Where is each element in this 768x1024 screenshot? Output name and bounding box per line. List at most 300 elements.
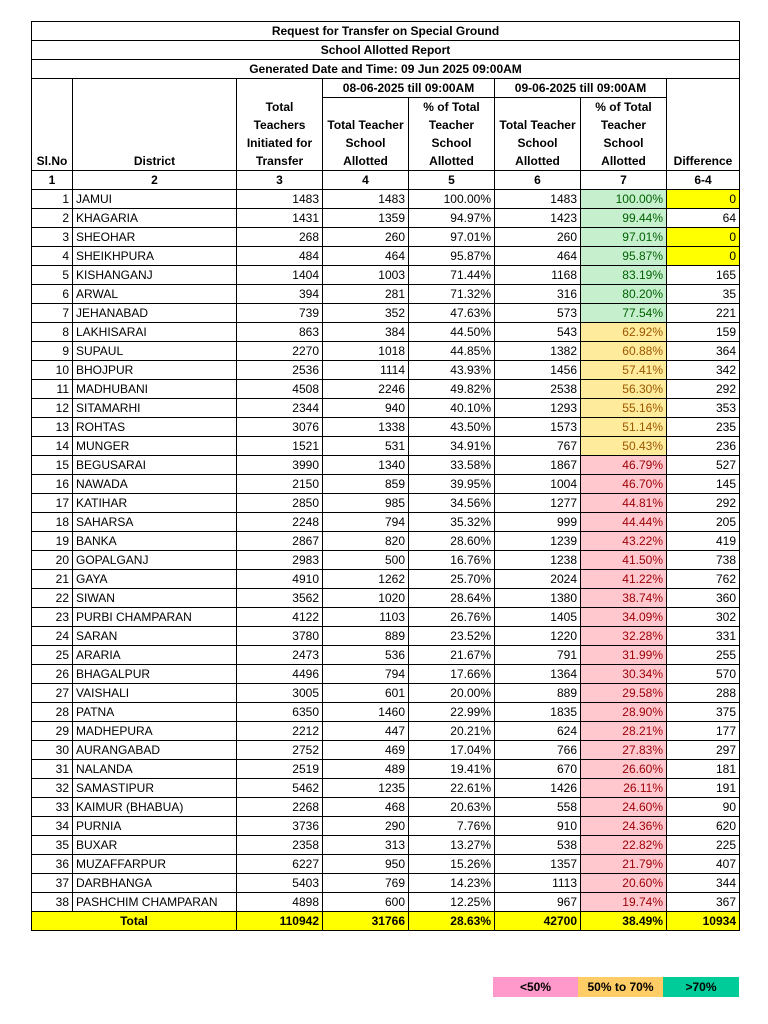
table-row (32, 304, 740, 323)
pct-1-cell: 17.66% (409, 665, 495, 684)
total-initiated-cell: 5462 (237, 779, 323, 798)
pct-1-cell: 39.95% (409, 475, 495, 494)
difference-cell: 620 (667, 817, 740, 836)
district-cell: GAYA (73, 570, 237, 589)
difference-cell: 367 (667, 893, 740, 912)
allotted-2-cell: 766 (495, 741, 581, 760)
pct-1-cell: 28.60% (409, 532, 495, 551)
allotted-2-cell: 558 (495, 798, 581, 817)
district-cell: PATNA (73, 703, 237, 722)
allotted-1-cell: 281 (323, 285, 409, 304)
pct-2-total: 38.49% (581, 912, 667, 931)
allotted-1-cell: 1020 (323, 589, 409, 608)
allotted-2-cell: 1456 (495, 361, 581, 380)
allotted-1-cell: 1340 (323, 456, 409, 475)
slno-cell: 18 (32, 513, 73, 532)
district-cell: SAMASTIPUR (73, 779, 237, 798)
district-cell: PURBI CHAMPARAN (73, 608, 237, 627)
total-initiated-cell: 2983 (237, 551, 323, 570)
slno-cell: 14 (32, 437, 73, 456)
district-cell: SARAN (73, 627, 237, 646)
allotted-1-cell: 1262 (323, 570, 409, 589)
difference-cell: 292 (667, 380, 740, 399)
pct-1-cell: 33.58% (409, 456, 495, 475)
table-row (32, 608, 740, 627)
total-initiated-cell: 2850 (237, 494, 323, 513)
total-initiated-cell: 4910 (237, 570, 323, 589)
pct-1-cell: 28.64% (409, 589, 495, 608)
district-cell: LAKHISARAI (73, 323, 237, 342)
difference-cell: 35 (667, 285, 740, 304)
difference-cell: 342 (667, 361, 740, 380)
pct-1-cell: 40.10% (409, 399, 495, 418)
district-cell: SHEIKHPURA (73, 247, 237, 266)
slno-cell: 28 (32, 703, 73, 722)
total-initiated-cell: 2473 (237, 646, 323, 665)
pct-1-cell: 47.63% (409, 304, 495, 323)
allotted-2-sum: 42700 (495, 912, 581, 931)
slno-cell: 22 (32, 589, 73, 608)
pct-2-cell: 26.60% (581, 760, 667, 779)
table-row (32, 418, 740, 437)
allotted-1-cell: 1460 (323, 703, 409, 722)
allotted-2-cell: 573 (495, 304, 581, 323)
allotted-2-cell: 1483 (495, 190, 581, 209)
district-cell: AURANGABAD (73, 741, 237, 760)
district-cell: SIWAN (73, 589, 237, 608)
district-cell: KHAGARIA (73, 209, 237, 228)
col-number: 5 (409, 171, 495, 190)
pct-2-cell: 50.43% (581, 437, 667, 456)
allotted-2-cell: 543 (495, 323, 581, 342)
difference-cell: 235 (667, 418, 740, 437)
header-spacer (237, 79, 323, 98)
difference-cell: 297 (667, 741, 740, 760)
header-pct-2: % of Total Teacher School Allotted (581, 98, 667, 171)
allotted-2-cell: 967 (495, 893, 581, 912)
district-cell: BHOJPUR (73, 361, 237, 380)
pct-1-cell: 94.97% (409, 209, 495, 228)
pct-2-cell: 62.92% (581, 323, 667, 342)
difference-cell: 255 (667, 646, 740, 665)
difference-cell: 288 (667, 684, 740, 703)
slno-cell: 17 (32, 494, 73, 513)
district-cell: JAMUI (73, 190, 237, 209)
difference-cell: 191 (667, 779, 740, 798)
difference-cell: 145 (667, 475, 740, 494)
total-initiated-cell: 268 (237, 228, 323, 247)
pct-1-cell: 97.01% (409, 228, 495, 247)
slno-cell: 32 (32, 779, 73, 798)
pct-2-cell: 24.36% (581, 817, 667, 836)
pct-2-cell: 95.87% (581, 247, 667, 266)
allotted-2-cell: 1220 (495, 627, 581, 646)
legend-above-70: >70% (663, 977, 739, 997)
allotted-2-cell: 1239 (495, 532, 581, 551)
slno-cell: 16 (32, 475, 73, 494)
total-initiated-cell: 4122 (237, 608, 323, 627)
table-row (32, 741, 740, 760)
difference-cell: 292 (667, 494, 740, 513)
district-cell: BUXAR (73, 836, 237, 855)
allotted-2-cell: 1293 (495, 399, 581, 418)
pct-2-cell: 27.83% (581, 741, 667, 760)
allotted-2-cell: 1277 (495, 494, 581, 513)
table-row (32, 247, 740, 266)
slno-cell: 25 (32, 646, 73, 665)
total-row (32, 912, 740, 931)
pct-1-cell: 25.70% (409, 570, 495, 589)
allotted-1-cell: 1103 (323, 608, 409, 627)
col-number: 2 (73, 171, 237, 190)
header-period-1: 08-06-2025 till 09:00AM (323, 79, 495, 98)
pct-2-cell: 80.20% (581, 285, 667, 304)
slno-cell: 5 (32, 266, 73, 285)
district-cell: KATIHAR (73, 494, 237, 513)
difference-cell: 360 (667, 589, 740, 608)
allotted-2-cell: 316 (495, 285, 581, 304)
allotted-2-cell: 910 (495, 817, 581, 836)
district-cell: DARBHANGA (73, 874, 237, 893)
allotted-1-cell: 468 (323, 798, 409, 817)
table-row (32, 551, 740, 570)
total-initiated-cell: 3005 (237, 684, 323, 703)
slno-cell: 33 (32, 798, 73, 817)
difference-cell: 0 (667, 228, 740, 247)
district-cell: NALANDA (73, 760, 237, 779)
allotted-2-cell: 1405 (495, 608, 581, 627)
allotted-1-cell: 1018 (323, 342, 409, 361)
table-row (32, 760, 740, 779)
total-initiated-cell: 2212 (237, 722, 323, 741)
table-row (32, 874, 740, 893)
district-cell: PURNIA (73, 817, 237, 836)
school-allotted-report-table (31, 21, 740, 931)
pct-2-cell: 22.82% (581, 836, 667, 855)
allotted-1-cell: 820 (323, 532, 409, 551)
table-row (32, 266, 740, 285)
difference-cell: 364 (667, 342, 740, 361)
legend-50-to-70: 50% to 70% (578, 977, 663, 997)
table-row (32, 513, 740, 532)
pct-2-cell: 44.44% (581, 513, 667, 532)
slno-cell: 36 (32, 855, 73, 874)
legend-below-50: <50% (493, 977, 578, 997)
table-row (32, 646, 740, 665)
allotted-2-cell: 889 (495, 684, 581, 703)
pct-1-cell: 14.23% (409, 874, 495, 893)
table-row (32, 475, 740, 494)
table-row (32, 798, 740, 817)
district-cell: JEHANABAD (73, 304, 237, 323)
table-row (32, 399, 740, 418)
total-initiated-cell: 3562 (237, 589, 323, 608)
allotted-1-cell: 950 (323, 855, 409, 874)
allotted-1-cell: 1003 (323, 266, 409, 285)
difference-cell: 221 (667, 304, 740, 323)
table-row (32, 190, 740, 209)
allotted-2-cell: 1168 (495, 266, 581, 285)
total-initiated-cell: 4508 (237, 380, 323, 399)
total-initiated-cell: 2536 (237, 361, 323, 380)
pct-2-cell: 19.74% (581, 893, 667, 912)
table-row (32, 323, 740, 342)
table-row (32, 342, 740, 361)
allotted-1-cell: 384 (323, 323, 409, 342)
total-initiated-cell: 2867 (237, 532, 323, 551)
pct-2-cell: 24.60% (581, 798, 667, 817)
allotted-1-cell: 794 (323, 665, 409, 684)
allotted-2-cell: 1238 (495, 551, 581, 570)
allotted-1-cell: 1114 (323, 361, 409, 380)
report-subtitle: School Allotted Report (32, 41, 740, 60)
allotted-2-cell: 791 (495, 646, 581, 665)
slno-cell: 7 (32, 304, 73, 323)
header-difference: Difference (667, 98, 740, 171)
allotted-1-cell: 290 (323, 817, 409, 836)
slno-cell: 37 (32, 874, 73, 893)
allotted-1-cell: 489 (323, 760, 409, 779)
header-period-2: 09-06-2025 till 09:00AM (495, 79, 667, 98)
pct-1-cell: 71.32% (409, 285, 495, 304)
pct-2-cell: 32.28% (581, 627, 667, 646)
slno-cell: 19 (32, 532, 73, 551)
pct-2-cell: 26.11% (581, 779, 667, 798)
pct-2-cell: 28.21% (581, 722, 667, 741)
total-initiated-cell: 2150 (237, 475, 323, 494)
difference-cell: 419 (667, 532, 740, 551)
pct-1-cell: 34.56% (409, 494, 495, 513)
district-cell: MUNGER (73, 437, 237, 456)
table-row (32, 285, 740, 304)
pct-2-cell: 34.09% (581, 608, 667, 627)
difference-cell: 177 (667, 722, 740, 741)
difference-cell: 159 (667, 323, 740, 342)
allotted-1-cell: 1235 (323, 779, 409, 798)
difference-cell: 205 (667, 513, 740, 532)
slno-cell: 11 (32, 380, 73, 399)
total-initiated-cell: 3736 (237, 817, 323, 836)
difference-cell: 0 (667, 247, 740, 266)
total-initiated-cell: 1404 (237, 266, 323, 285)
total-initiated-cell: 3780 (237, 627, 323, 646)
pct-2-cell: 28.90% (581, 703, 667, 722)
slno-cell: 29 (32, 722, 73, 741)
difference-cell: 738 (667, 551, 740, 570)
pct-1-cell: 43.93% (409, 361, 495, 380)
table-row (32, 437, 740, 456)
difference-cell: 90 (667, 798, 740, 817)
allotted-2-cell: 464 (495, 247, 581, 266)
allotted-1-cell: 1338 (323, 418, 409, 437)
pct-2-cell: 43.22% (581, 532, 667, 551)
col-number: 6 (495, 171, 581, 190)
slno-cell: 4 (32, 247, 73, 266)
allotted-2-cell: 624 (495, 722, 581, 741)
total-initiated-cell: 2358 (237, 836, 323, 855)
total-initiated-sum: 110942 (237, 912, 323, 931)
slno-cell: 21 (32, 570, 73, 589)
difference-cell: 165 (667, 266, 740, 285)
pct-1-cell: 21.67% (409, 646, 495, 665)
slno-cell: 13 (32, 418, 73, 437)
difference-cell: 407 (667, 855, 740, 874)
table-row (32, 380, 740, 399)
allotted-1-cell: 794 (323, 513, 409, 532)
pct-2-cell: 57.41% (581, 361, 667, 380)
pct-1-cell: 35.32% (409, 513, 495, 532)
pct-2-cell: 60.88% (581, 342, 667, 361)
difference-cell: 527 (667, 456, 740, 475)
pct-1-cell: 44.85% (409, 342, 495, 361)
pct-2-cell: 30.34% (581, 665, 667, 684)
slno-cell: 26 (32, 665, 73, 684)
pct-2-cell: 46.70% (581, 475, 667, 494)
table-row (32, 532, 740, 551)
pct-1-cell: 49.82% (409, 380, 495, 399)
pct-2-cell: 46.79% (581, 456, 667, 475)
total-initiated-cell: 3990 (237, 456, 323, 475)
table-row (32, 589, 740, 608)
difference-cell: 353 (667, 399, 740, 418)
table-row (32, 627, 740, 646)
allotted-2-cell: 260 (495, 228, 581, 247)
allotted-1-cell: 940 (323, 399, 409, 418)
total-initiated-cell: 484 (237, 247, 323, 266)
slno-cell: 38 (32, 893, 73, 912)
difference-cell: 64 (667, 209, 740, 228)
pct-2-cell: 55.16% (581, 399, 667, 418)
district-cell: BANKA (73, 532, 237, 551)
total-initiated-cell: 1431 (237, 209, 323, 228)
allotted-1-cell: 531 (323, 437, 409, 456)
district-cell: ROHTAS (73, 418, 237, 437)
difference-cell: 375 (667, 703, 740, 722)
header-pct-1: % of Total Teacher School Allotted (409, 98, 495, 171)
generated-datetime: Generated Date and Time: 09 Jun 2025 09:00AM (32, 60, 740, 79)
district-cell: BEGUSARAI (73, 456, 237, 475)
pct-1-cell: 20.63% (409, 798, 495, 817)
allotted-2-cell: 1357 (495, 855, 581, 874)
total-initiated-cell: 4496 (237, 665, 323, 684)
pct-1-cell: 22.99% (409, 703, 495, 722)
allotted-2-cell: 1382 (495, 342, 581, 361)
district-cell: VAISHALI (73, 684, 237, 703)
allotted-1-cell: 260 (323, 228, 409, 247)
pct-1-cell: 12.25% (409, 893, 495, 912)
slno-cell: 10 (32, 361, 73, 380)
allotted-1-cell: 469 (323, 741, 409, 760)
total-initiated-cell: 394 (237, 285, 323, 304)
allotted-2-cell: 1364 (495, 665, 581, 684)
pct-2-cell: 56.30% (581, 380, 667, 399)
difference-cell: 225 (667, 836, 740, 855)
pct-2-cell: 51.14% (581, 418, 667, 437)
allotted-1-cell: 859 (323, 475, 409, 494)
pct-2-cell: 100.00% (581, 190, 667, 209)
difference-cell: 570 (667, 665, 740, 684)
pct-2-cell: 77.54% (581, 304, 667, 323)
slno-cell: 20 (32, 551, 73, 570)
total-label: Total (32, 912, 237, 931)
district-cell: BHAGALPUR (73, 665, 237, 684)
total-initiated-cell: 2268 (237, 798, 323, 817)
allotted-1-cell: 600 (323, 893, 409, 912)
table-row (32, 209, 740, 228)
pct-2-cell: 31.99% (581, 646, 667, 665)
district-cell: MUZAFFARPUR (73, 855, 237, 874)
slno-cell: 24 (32, 627, 73, 646)
pct-2-cell: 20.60% (581, 874, 667, 893)
pct-1-cell: 15.26% (409, 855, 495, 874)
district-cell: ARWAL (73, 285, 237, 304)
table-row (32, 570, 740, 589)
pct-2-cell: 99.44% (581, 209, 667, 228)
pct-1-cell: 20.00% (409, 684, 495, 703)
district-cell: SHEOHAR (73, 228, 237, 247)
allotted-2-cell: 538 (495, 836, 581, 855)
slno-cell: 3 (32, 228, 73, 247)
allotted-2-cell: 1004 (495, 475, 581, 494)
total-initiated-cell: 6227 (237, 855, 323, 874)
pct-2-cell: 41.50% (581, 551, 667, 570)
col-number: 4 (323, 171, 409, 190)
allotted-1-cell: 769 (323, 874, 409, 893)
total-initiated-cell: 1521 (237, 437, 323, 456)
allotted-1-cell: 1483 (323, 190, 409, 209)
district-cell: MADHEPURA (73, 722, 237, 741)
total-initiated-cell: 2344 (237, 399, 323, 418)
pct-1-total: 28.63% (409, 912, 495, 931)
total-initiated-cell: 2752 (237, 741, 323, 760)
allotted-2-cell: 1113 (495, 874, 581, 893)
header-total-initiated: Total Teachers Initiated for Transfer (237, 98, 323, 171)
total-initiated-cell: 2248 (237, 513, 323, 532)
table-row (32, 855, 740, 874)
table-row (32, 684, 740, 703)
allotted-1-cell: 536 (323, 646, 409, 665)
allotted-1-cell: 500 (323, 551, 409, 570)
table-row (32, 228, 740, 247)
difference-sum: 10934 (667, 912, 740, 931)
pct-1-cell: 95.87% (409, 247, 495, 266)
difference-cell: 331 (667, 627, 740, 646)
pct-1-cell: 17.04% (409, 741, 495, 760)
allotted-1-cell: 2246 (323, 380, 409, 399)
allotted-1-cell: 1359 (323, 209, 409, 228)
allotted-2-cell: 1380 (495, 589, 581, 608)
table-row (32, 779, 740, 798)
slno-cell: 1 (32, 190, 73, 209)
slno-cell: 2 (32, 209, 73, 228)
allotted-2-cell: 670 (495, 760, 581, 779)
allotted-1-cell: 985 (323, 494, 409, 513)
slno-cell: 27 (32, 684, 73, 703)
pct-1-cell: 23.52% (409, 627, 495, 646)
col-number: 6-4 (667, 171, 740, 190)
total-initiated-cell: 5403 (237, 874, 323, 893)
difference-cell: 0 (667, 190, 740, 209)
district-cell: SUPAUL (73, 342, 237, 361)
pct-1-cell: 26.76% (409, 608, 495, 627)
table-row (32, 456, 740, 475)
district-cell: NAWADA (73, 475, 237, 494)
allotted-2-cell: 1835 (495, 703, 581, 722)
allotted-1-sum: 31766 (323, 912, 409, 931)
pct-1-cell: 43.50% (409, 418, 495, 437)
allotted-1-cell: 889 (323, 627, 409, 646)
allotted-1-cell: 313 (323, 836, 409, 855)
